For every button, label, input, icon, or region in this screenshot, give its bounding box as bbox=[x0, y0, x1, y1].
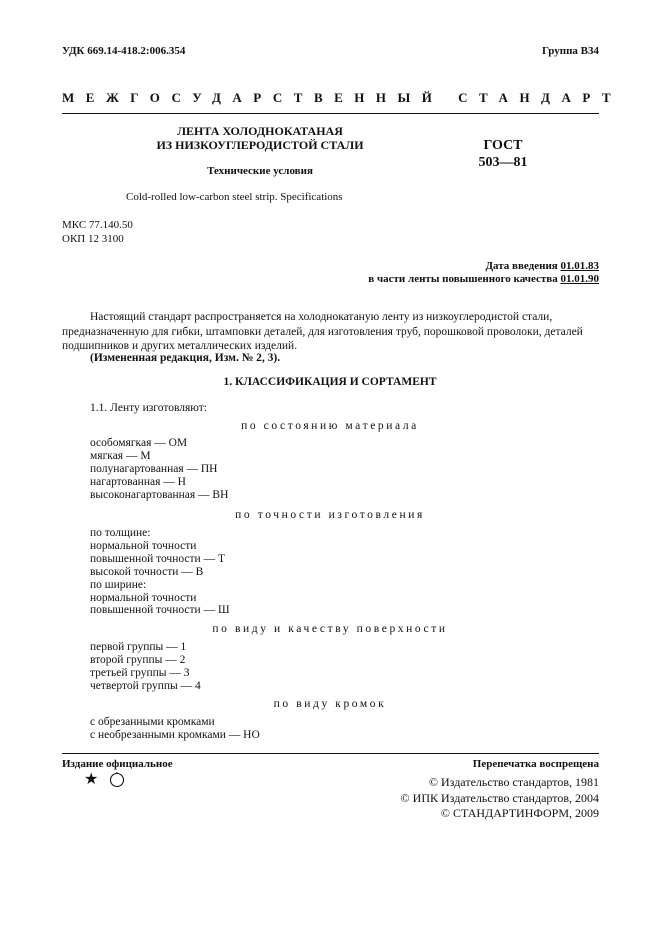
subheading-surface-quality: по виду и качеству поверхности bbox=[212, 623, 448, 635]
star-icon: ★ bbox=[84, 771, 99, 788]
list-item: повышенной точности — Т bbox=[90, 552, 225, 565]
gost-label: ГОСТ bbox=[483, 138, 523, 153]
copyright-line: © СТАНДАРТИНФОРМ, 2009 bbox=[440, 806, 599, 820]
document-subtitle: Технические условия bbox=[207, 165, 313, 177]
list-item: повышенной точности — Ш bbox=[90, 604, 230, 617]
list-item: первой группы — 1 bbox=[90, 641, 187, 653]
list-item: нормальной точности bbox=[90, 591, 197, 604]
list-item: с необрезанными кромками — НО bbox=[90, 728, 260, 741]
intro-paragraph bbox=[62, 310, 598, 354]
official-edition-label: Издание официальное bbox=[62, 758, 173, 770]
list-item: нагартованная — Н bbox=[90, 475, 186, 488]
title-line-2: ИЗ НИЗКОУГЛЕРОДИСТОЙ СТАЛИ bbox=[156, 138, 364, 152]
list-item: по ширине: bbox=[90, 578, 147, 591]
intro-date-value: 01.01.83 bbox=[560, 260, 599, 272]
interstate-standard-banner: МЕЖГОСУДАРСТВЕННЫЙ СТАНДАРТ bbox=[62, 90, 623, 105]
section-heading: 1. КЛАССИФИКАЦИЯ И СОРТАМЕНТ bbox=[223, 376, 437, 388]
list-item: второй группы — 2 bbox=[90, 653, 186, 666]
list-item: четвертой группы — 4 bbox=[90, 679, 201, 692]
introduction-dates bbox=[368, 260, 599, 286]
top-divider bbox=[62, 113, 599, 114]
list-item: высокой точности — В bbox=[90, 565, 204, 578]
list-item: по толщине: bbox=[90, 527, 151, 539]
okp-code: ОКП 12 3100 bbox=[62, 233, 124, 245]
subheading-manufacturing-accuracy: по точности изготовления bbox=[235, 509, 425, 521]
intro-date-row bbox=[368, 260, 599, 273]
list-item: с обрезанными кромками bbox=[90, 716, 215, 728]
document-title bbox=[110, 124, 410, 152]
group-code: Группа В34 bbox=[541, 45, 599, 57]
classification-codes bbox=[62, 218, 133, 246]
copyright-line: © Издательство стандартов, 1981 bbox=[428, 775, 599, 789]
intro-date-label: Дата введения bbox=[485, 260, 558, 272]
list-item: особомягкая — ОМ bbox=[90, 437, 188, 449]
partial-date-value: 01.01.90 bbox=[560, 273, 599, 285]
gost-block bbox=[468, 137, 538, 171]
udk-code: УДК 669.14-418.2:006.354 bbox=[62, 45, 186, 57]
subheading-material-state: по состоянию материала bbox=[241, 420, 419, 432]
copyright-line: © ИПК Издательство стандартов, 2004 bbox=[400, 790, 599, 805]
copyright-block bbox=[401, 775, 599, 822]
list-item: третьей группы — 3 bbox=[90, 666, 190, 679]
list-item: нормальной точности bbox=[90, 539, 197, 552]
english-title: Cold-rolled low-carbon steel strip. Specifications bbox=[126, 191, 343, 203]
title-line-1: ЛЕНТА ХОЛОДНОКАТАНАЯ bbox=[177, 124, 343, 138]
mks-code: МКС 77.140.50 bbox=[62, 219, 133, 231]
circle-mark-icon bbox=[108, 771, 126, 789]
reprint-prohibited-label: Перепечатка воспрещена bbox=[472, 758, 599, 770]
clause-1-1: 1.1. Ленту изготовляют: bbox=[90, 402, 207, 414]
partial-date-row bbox=[368, 273, 599, 286]
subheading-edge-type: по виду кромок bbox=[273, 698, 387, 710]
list-item: полунагартованная — ПН bbox=[90, 462, 218, 475]
bottom-divider bbox=[62, 753, 599, 754]
gost-number: 503—81 bbox=[478, 155, 528, 170]
list-item: высоконагартованная — ВН bbox=[90, 488, 229, 501]
amendment-note: (Измененная редакция, Изм. № 2, 3). bbox=[90, 352, 281, 364]
list-item: мягкая — М bbox=[90, 449, 151, 462]
partial-date-label: в части ленты повышенного качества bbox=[368, 273, 558, 285]
intro-text: Настоящий стандарт распространяется на холоднокатаную ленту из низкоуглеродистой стали, предназначенную для гибки, штамповки деталей, для изготовления труб, порошковой проволоки, деталей подшипников и других металлических изделий. bbox=[62, 311, 583, 352]
